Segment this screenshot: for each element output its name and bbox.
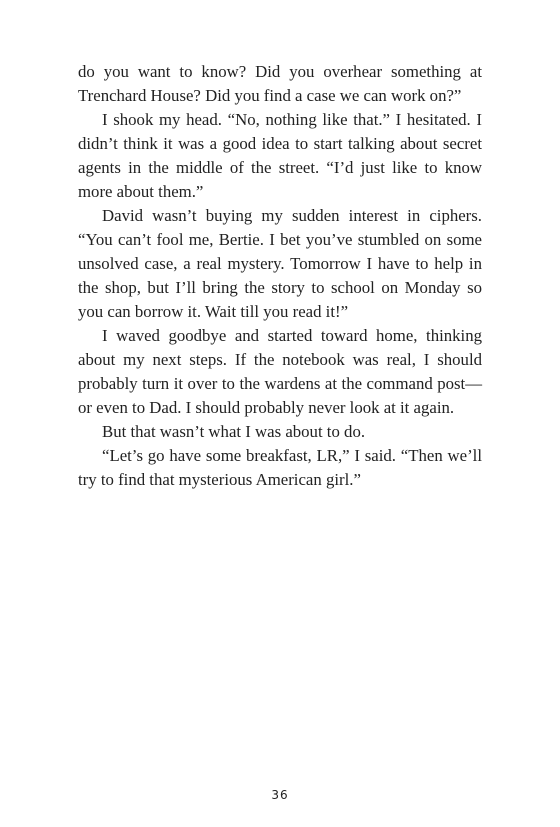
paragraph-4: I waved goodbye and started toward home, thinking about my next steps. If the notebook was real, I should probably turn it over to the wardens at the command post—or even to Dad. I should probably never look at it again. <box>78 326 482 417</box>
paragraph-3: David wasn’t buying my sudden interest in ciphers. “You can’t fool me, Bertie. I bet you’ve stumbled on some unsolved case, a real mystery. Tomorrow I have to help in the shop, but I’ll bring the story to school on Monday so you can borrow it. Wait till you read it!” <box>78 206 482 321</box>
page-number: 36 <box>271 788 289 802</box>
paragraph-5: But that wasn’t what I was about to do. <box>102 422 366 441</box>
page-body <box>78 60 482 492</box>
paragraph-2: I shook my head. “No, nothing like that.” I hesitated. I didn’t think it was a good idea to start talking about secret agents in the middle of the street. “I’d just like to know more about them.” <box>78 110 482 201</box>
paragraph-6: “Let’s go have some breakfast, LR,” I said. “Then we’ll try to find that mysterious American girl.” <box>78 446 482 489</box>
paragraph-1: do you want to know? Did you overhear something at Trenchard House? Did you find a case we can work on?” <box>78 62 482 105</box>
